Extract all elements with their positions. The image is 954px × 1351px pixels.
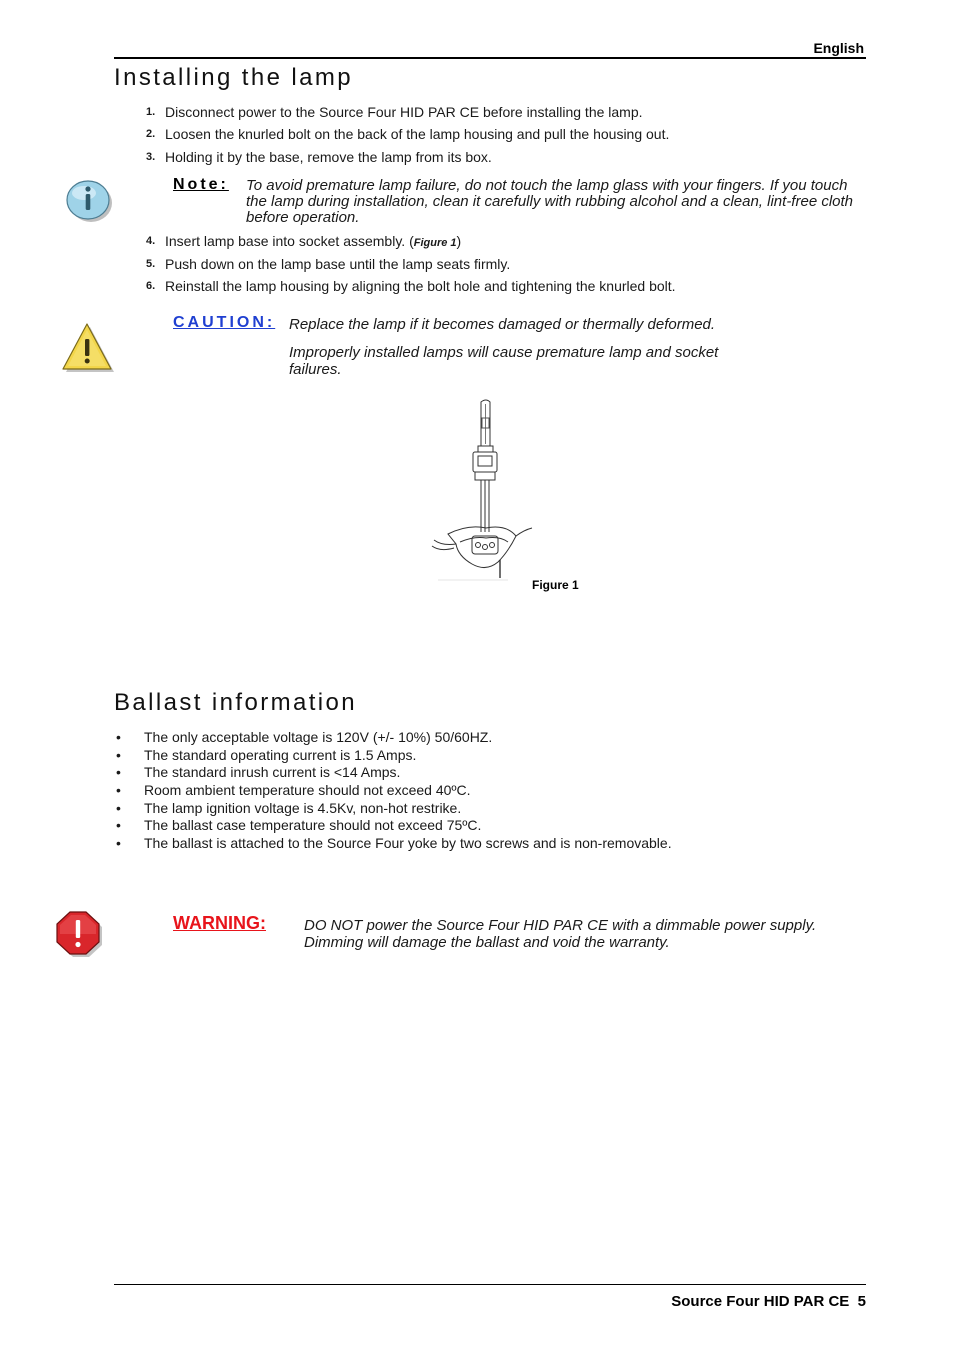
step-text-after: ) (456, 233, 462, 249)
bullet-glyph: • (116, 835, 121, 852)
bullet-text: The only acceptable voltage is 120V (+/- 10%) 50/60HZ. (144, 729, 493, 745)
note-text: To avoid premature lamp failure, do not touch the lamp glass with your fingers. If you touch the lamp during installation, clean it carefully with rubbing alcohol and a clean, lint-free cloth before operation. (246, 177, 854, 226)
bullet-glyph: • (116, 746, 121, 763)
header-rule (114, 57, 866, 59)
bullet-glyph: • (116, 764, 121, 781)
caution-triangle-icon (62, 322, 116, 374)
step-text: Loosen the knurled bolt on the back of the lamp housing and pull the housing out. (165, 126, 670, 142)
step-text: Insert lamp base into socket assembly. ( (165, 233, 414, 249)
info-icon (64, 176, 114, 224)
step-text: Holding it by the base, remove the lamp from its box. (165, 149, 492, 165)
footer-page-label: Source Four HID PAR CE 5 (671, 1293, 866, 1310)
warning-label: WARNING: (173, 913, 266, 933)
bullet-glyph: • (116, 729, 121, 745)
figure-reference-link[interactable]: Figure 1 (413, 237, 457, 249)
caution-line-2: Improperly installed lamps will cause premature lamp and socket failures. (289, 344, 719, 378)
step-text: Reinstall the lamp housing by aligning the bolt hole and tightening the knurled bolt. (165, 278, 676, 294)
bullet-text: The standard inrush current is <14 Amps. (144, 764, 401, 781)
section-title-installing: Installing the lamp (114, 64, 354, 91)
bullet-glyph: • (116, 782, 121, 799)
step-number: 6. (146, 280, 156, 292)
step-number: 2. (146, 128, 156, 140)
note-label: Note: (173, 176, 229, 193)
bullet-glyph: • (116, 799, 121, 816)
figure-caption: Figure 1 (532, 578, 579, 592)
bullet-text: The ballast case temperature should not exceed 75ºC. (144, 817, 482, 834)
step-text: Disconnect power to the Source Four HID PAR CE before installing the lamp. (165, 104, 643, 120)
warning-stop-icon (54, 910, 108, 960)
lamp-socket-illustration (428, 396, 543, 586)
step-number: 4. (146, 235, 156, 247)
bullet-text: Room ambient temperature should not exceed 40ºC. (144, 782, 471, 799)
bullet-text: The standard operating current is 1.5 Amps. (144, 746, 417, 763)
language-label: English (813, 40, 864, 56)
step-number: 1. (146, 106, 156, 118)
bullet-text: The ballast is attached to the Source Four yoke by two screws and is non-removable. (144, 835, 672, 852)
caution-label: CAUTION: (173, 314, 276, 331)
section-title-ballast: Ballast information (114, 689, 358, 716)
bullet-glyph: • (116, 817, 121, 834)
step-text: Push down on the lamp base until the lamp seats firmly. (165, 256, 511, 272)
footer-rule (114, 1284, 866, 1285)
warning-text: DO NOT power the Source Four HID PAR CE with a dimmable power supply. Dimming will damage the ballast and void the warranty. (304, 917, 817, 951)
step-number: 3. (146, 151, 156, 163)
bullet-text: The lamp ignition voltage is 4.5Kv, non-hot restrike. (144, 799, 462, 816)
step-number: 5. (146, 258, 156, 270)
caution-line-1: Replace the lamp if it becomes damaged or thermally deformed. (289, 316, 716, 333)
